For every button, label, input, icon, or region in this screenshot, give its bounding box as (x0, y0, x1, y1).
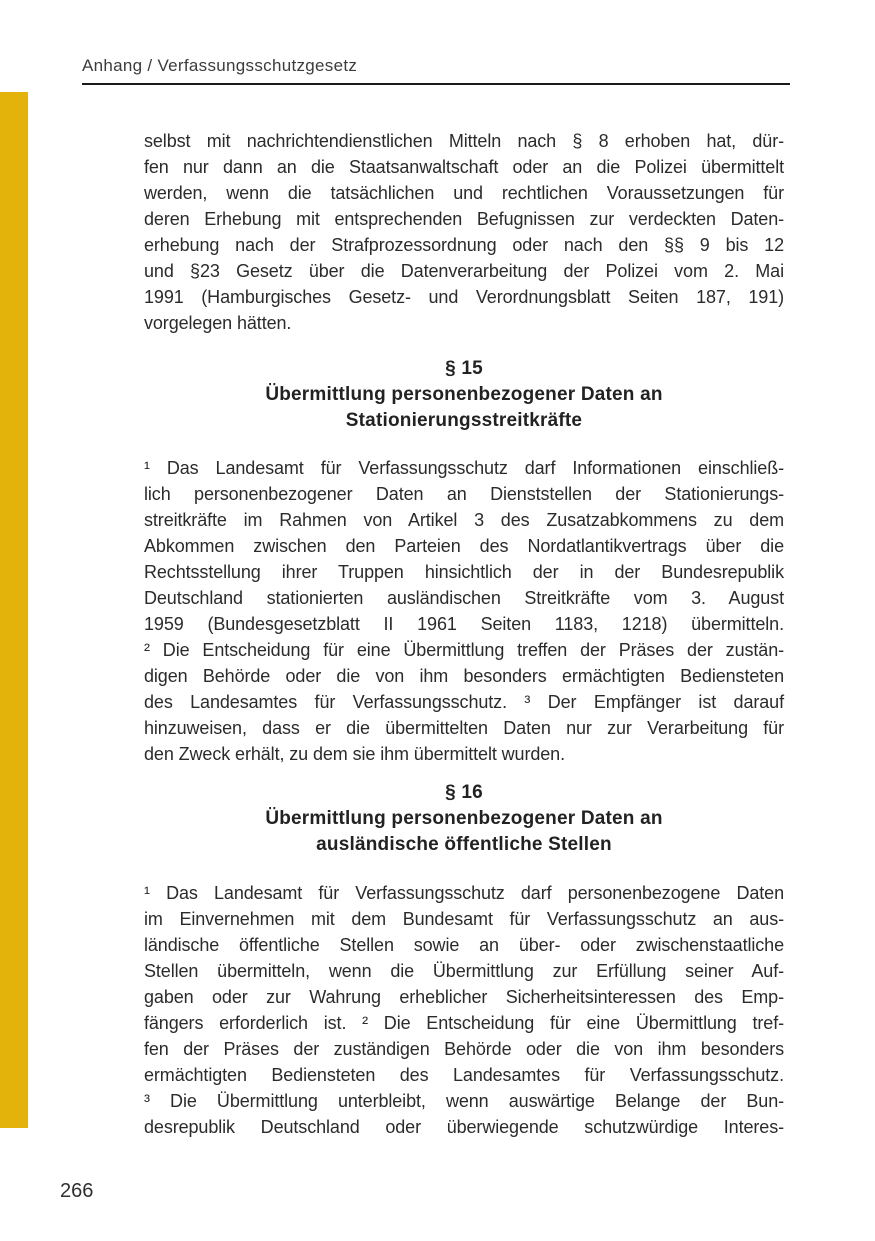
text-line: Stellen übermitteln, wenn die Übermittlung zur Erfüllung seiner Auf- (144, 961, 784, 981)
section-15-title (144, 382, 784, 434)
page-content (144, 128, 784, 1140)
text-line: ¹ Das Landesamt für Verfassungsschutz darf Informationen einschließ- (144, 458, 784, 478)
text-line: ³ Die Übermittlung unterbleibt, wenn auswärtige Belange der Bun- (144, 1091, 784, 1111)
text-line: deren Erhebung mit entsprechenden Befugnissen zur verdeckten Daten- (144, 209, 784, 229)
text-line: ² Die Entscheidung für eine Übermittlung treffen der Präses der zustän- (144, 640, 784, 660)
text-line: 1991 (Hamburgisches Gesetz- und Verordnungsblatt Seiten 187, 191) (144, 287, 784, 307)
text-line: selbst mit nachrichtendienstlichen Mitteln nach § 8 erhoben hat, dür- (144, 131, 784, 151)
text-line: desrepublik Deutschland oder überwiegende schutzwürdige Interes- (144, 1117, 784, 1137)
text-line: Rechtsstellung ihrer Truppen hinsichtlich der in der Bundesrepublik (144, 562, 784, 582)
text-line: 1959 (Bundesgesetzblatt II 1961 Seiten 1183, 1218) übermitteln. (144, 614, 784, 634)
section-15-number: § 15 (445, 358, 483, 379)
breadcrumb: Anhang / Verfassungsschutzgesetz (82, 56, 358, 75)
text-line: hinzuweisen, dass er die übermittelten Daten nur zur Verarbeitung für (144, 718, 784, 738)
section-16-heading (144, 780, 784, 858)
text-line: werden, wenn die tatsächlichen und rechtlichen Voraussetzungen für (144, 183, 784, 203)
text-line: ländische öffentliche Stellen sowie an über- oder zwischenstaatliche (144, 935, 784, 955)
text-line: streitkräfte im Rahmen von Artikel 3 des Zusatzabkommens zu dem (144, 510, 784, 530)
text-line: ausländische öffentliche Stellen (316, 834, 612, 855)
section-15-body (144, 455, 784, 767)
accent-bar (0, 92, 28, 1128)
text-line: und §23 Gesetz über die Datenverarbeitung der Polizei vom 2. Mai (144, 261, 784, 281)
text-line: fängers erforderlich ist. ² Die Entscheidung für eine Übermittlung tref- (144, 1013, 784, 1033)
text-line: ermächtigten Bediensteten des Landesamtes für Verfassungsschutz. (144, 1065, 784, 1085)
text-line: vorgelegen hätten. (144, 313, 292, 333)
text-line: Deutschland stationierten ausländischen Streitkräfte vom 3. August (144, 588, 784, 608)
header-rule (82, 83, 790, 85)
text-line: des Landesamtes für Verfassungsschutz. ³ Der Empfänger ist darauf (144, 692, 784, 712)
text-line: lich personenbezogener Daten an Dienststellen der Stationierungs- (144, 484, 784, 504)
section-16-title (144, 806, 784, 858)
text-line: Abkommen zwischen den Parteien des Nordatlantikvertrags über die (144, 536, 784, 556)
section-16-body (144, 880, 784, 1140)
section-16-number: § 16 (445, 782, 483, 803)
text-line: den Zweck erhält, zu dem sie ihm übermittelt wurden. (144, 744, 565, 764)
intro-paragraph (144, 128, 784, 336)
text-line: ¹ Das Landesamt für Verfassungsschutz darf personenbezogene Daten (144, 883, 784, 903)
text-line: Stationierungsstreitkräfte (345, 410, 583, 431)
text-line: fen der Präses der zuständigen Behörde oder die von ihm besonders (144, 1039, 784, 1059)
text-line: fen nur dann an die Staatsanwaltschaft oder an die Polizei übermittelt (144, 157, 784, 177)
text-line: erhebung nach der Strafprozessordnung oder nach den §§ 9 bis 12 (144, 235, 784, 255)
text-line: gaben oder zur Wahrung erheblicher Sicherheitsinteressen des Emp- (144, 987, 784, 1007)
text-line: Übermittlung personenbezogener Daten an (265, 384, 663, 405)
text-line: digen Behörde oder die von ihm besonders ermächtigten Bediensteten (144, 666, 784, 686)
text-line: Übermittlung personenbezogener Daten an (265, 808, 663, 829)
running-header (82, 56, 357, 76)
page-number: 266 (60, 1180, 94, 1202)
text-line: im Einvernehmen mit dem Bundesamt für Verfassungsschutz an aus- (144, 909, 784, 929)
section-15-heading (144, 356, 784, 434)
